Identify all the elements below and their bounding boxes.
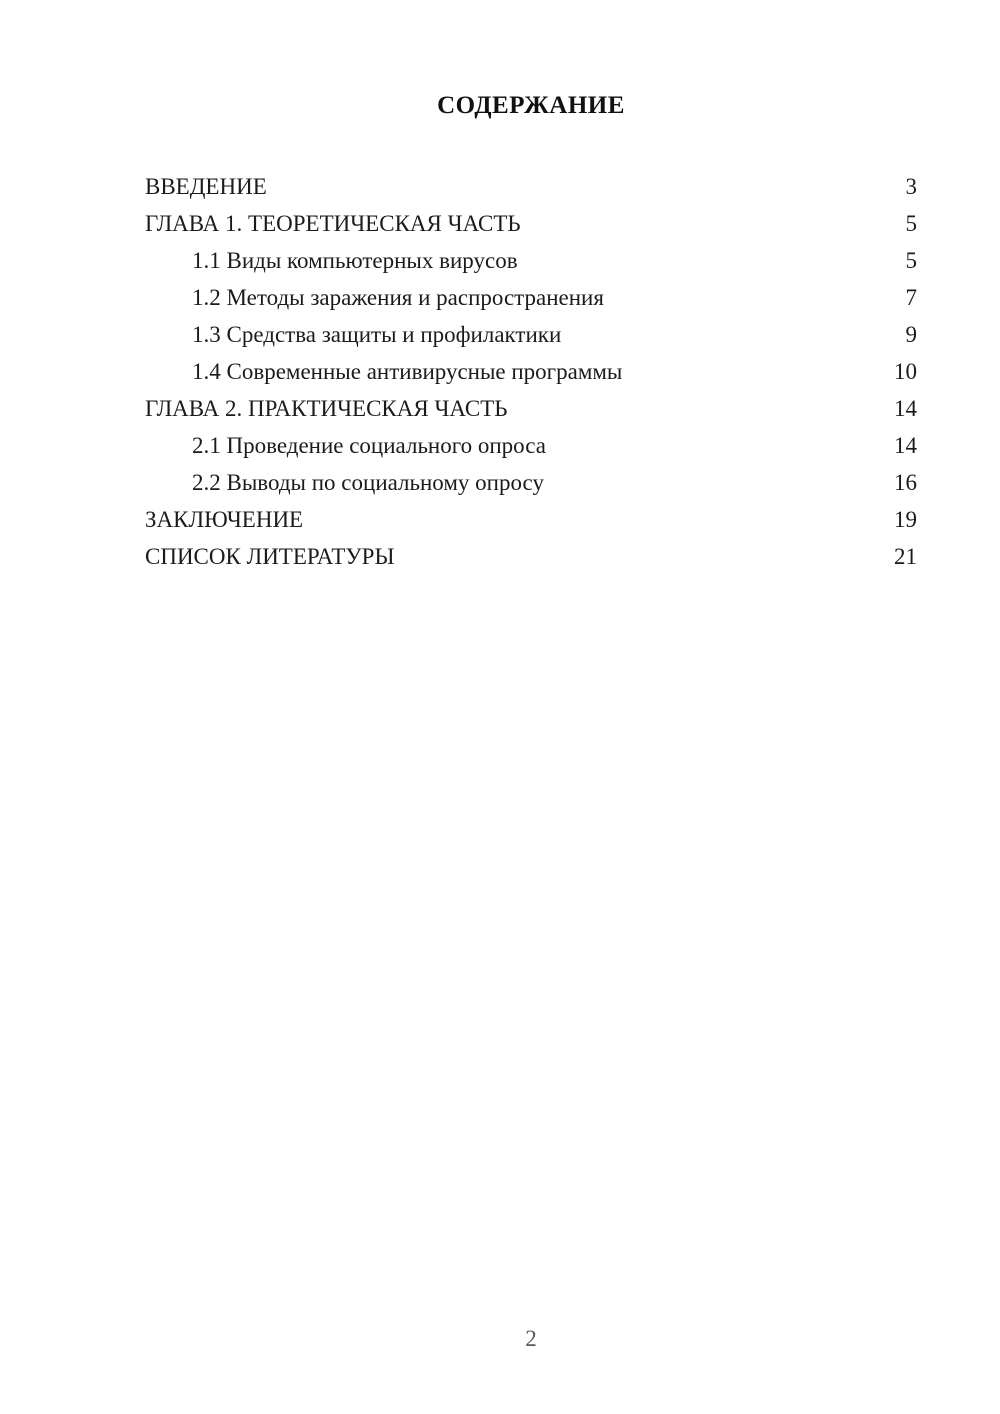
toc-entry [145,316,917,353]
toc-entry [145,427,917,464]
toc-entry [145,205,917,242]
toc-entry [145,464,917,501]
toc-entry-page-number: 19 [894,507,917,532]
toc-entry-label: 1.3 Средства защиты и профилактики [192,322,562,347]
toc-entry-label: ГЛАВА 2. ПРАКТИЧЕСКАЯ ЧАСТЬ [145,396,508,421]
toc-entry [145,168,917,205]
table-of-contents [145,168,917,575]
page-number: 2 [525,1326,537,1351]
toc-entry-page-number: 14 [894,433,917,458]
toc-entry-label: 1.1 Виды компьютерных вирусов [192,248,518,273]
toc-entry [145,390,917,427]
toc-entry-page-number: 5 [905,248,917,273]
toc-entry-page-number: 14 [894,396,917,421]
toc-entry-page-number: 3 [905,174,917,199]
toc-entry-label: ВВЕДЕНИЕ [145,174,267,199]
toc-entry-label: 1.2 Методы заражения и распространения [192,285,604,310]
toc-entry [145,501,917,538]
toc-entry-label: ГЛАВА 1. ТЕОРЕТИЧЕСКАЯ ЧАСТЬ [145,211,521,236]
toc-entry [145,279,917,316]
toc-entry-page-number: 5 [905,211,917,236]
toc-entry-page-number: 7 [905,285,917,310]
toc-entry-page-number: 10 [894,359,917,384]
toc-entry [145,242,917,279]
toc-entry-page-number: 16 [894,470,917,495]
toc-entry-page-number: 21 [894,544,917,569]
toc-entry [145,353,917,390]
page-title: СОДЕРЖАНИЕ [437,92,625,119]
toc-entry-label: 2.2 Выводы по социальному опросу [192,470,544,495]
toc-entry-label: 2.1 Проведение социального опроса [192,433,546,458]
toc-entry [145,538,917,575]
toc-entry-label: 1.4 Современные антивирусные программы [192,359,623,384]
toc-entry-page-number: 9 [905,322,917,347]
toc-entry-label: СПИСОК ЛИТЕРАТУРЫ [145,544,395,569]
toc-entry-label: ЗАКЛЮЧЕНИЕ [145,507,304,532]
